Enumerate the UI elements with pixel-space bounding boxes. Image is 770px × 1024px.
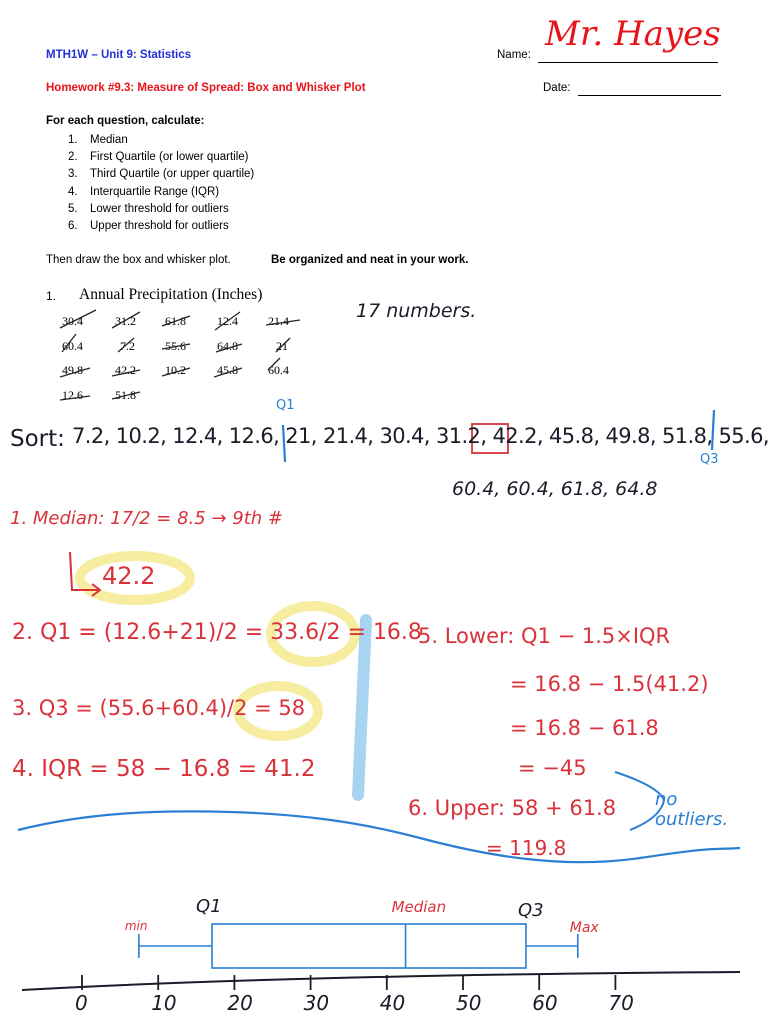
lower-threshold-work: 5. Lower: Q1 − 1.5×IQR: [418, 624, 671, 648]
iqr-work: 4. IQR = 58 − 16.8 = 41.2: [12, 756, 316, 782]
list-item: 2. First Quartile (or lower quartile): [68, 151, 249, 164]
axis-tick-label: 0: [75, 991, 88, 1015]
instruction-then: Then draw the box and whisker plot.: [46, 254, 231, 266]
iqr-box: [212, 924, 526, 968]
name-label: Name:: [497, 49, 531, 61]
list-item: 6. Upper threshold for outliers: [68, 220, 229, 233]
data-value: 45.8: [217, 363, 238, 377]
sorted-values-line2: 60.4, 60.4, 61.8, 64.8: [452, 478, 658, 500]
no-outliers-note: no outliers.: [655, 789, 729, 830]
data-value: 7.2: [120, 339, 135, 353]
axis-tick-label: 60: [532, 991, 558, 1015]
axis-tick-label: 10: [151, 991, 177, 1015]
question-title: Annual Precipitation (Inches): [79, 286, 263, 303]
instructions-heading: For each question, calculate:: [46, 115, 205, 127]
data-value: 55.6: [165, 339, 186, 353]
date-label: Date:: [543, 82, 571, 94]
max-label: Max: [569, 920, 599, 936]
data-value: 31.2: [115, 314, 136, 328]
data-value: 51.8: [115, 388, 136, 402]
q1-work: 2. Q1 = (12.6+21)/2 = 33.6/2 = 16.8: [12, 620, 422, 645]
data-value: 61.8: [165, 314, 186, 328]
upper-threshold-result: = 119.8: [486, 836, 567, 860]
data-value: 49.8: [62, 363, 83, 377]
list-item: 3. Third Quartile (or upper quartile): [68, 168, 255, 181]
min-label: min: [124, 919, 148, 933]
data-value: 60.4: [268, 363, 289, 377]
sort-label: Sort:: [10, 426, 65, 452]
q1-label: Q1: [196, 896, 222, 917]
list-item: 1. Median: [68, 134, 128, 146]
data-value: 12.4: [217, 314, 238, 328]
axis-tick-label: 30: [303, 991, 330, 1015]
axis-tick-label: 40: [379, 991, 406, 1015]
number-line: [22, 972, 740, 990]
q1-marker-label: Q1: [276, 398, 295, 413]
median-value: 42.2: [102, 562, 156, 590]
q3-marker-label: Q3: [700, 452, 719, 467]
instruction-emphasis: Be organized and neat in your work.: [271, 254, 469, 266]
axis-tick-label: 50: [456, 991, 482, 1015]
axis-tick-label: 70: [608, 991, 634, 1015]
list-item: 5. Lower threshold for outliers: [68, 202, 229, 215]
axis-tick-label: 20: [227, 991, 253, 1015]
sorted-values-line1: 7.2, 10.2, 12.4, 12.6, 21, 21.4, 30.4, 31.2, 42.2, 45.8, 49.8, 51.8, 55.6,: [72, 424, 769, 448]
data-value: 12.6: [62, 388, 83, 402]
count-note: 17 numbers.: [356, 300, 477, 322]
data-value: 30.4: [62, 314, 83, 328]
lower-threshold-step: = 16.8 − 1.5(41.2): [510, 672, 709, 696]
data-value: 21: [276, 339, 288, 353]
upper-threshold-work: 6. Upper: 58 + 61.8: [408, 796, 617, 820]
data-value: 42.2: [115, 363, 136, 377]
course-title: MTH1W – Unit 9: Statistics: [46, 49, 192, 61]
median-label: Median: [391, 898, 447, 916]
data-value: 64.8: [217, 339, 238, 353]
list-item: 4. Interquartile Range (IQR): [68, 185, 220, 198]
q3-work: 3. Q3 = (55.6+60.4)/2 = 58: [12, 696, 306, 720]
homework-title: Homework #9.3: Measure of Spread: Box and Whisker Plot: [46, 82, 366, 94]
lower-threshold-result: = −45: [518, 756, 587, 780]
data-value: 21.4: [268, 314, 289, 328]
data-value: 10.2: [165, 363, 186, 377]
name-signature: Mr. Hayes: [545, 14, 721, 54]
lower-threshold-step: = 16.8 − 61.8: [510, 716, 659, 740]
data-value: 60.4: [62, 339, 83, 353]
median-work: 1. Median: 17/2 = 8.5 → 9th #: [10, 508, 283, 529]
q3-label: Q3: [517, 900, 544, 921]
question-number: 1.: [46, 289, 57, 303]
